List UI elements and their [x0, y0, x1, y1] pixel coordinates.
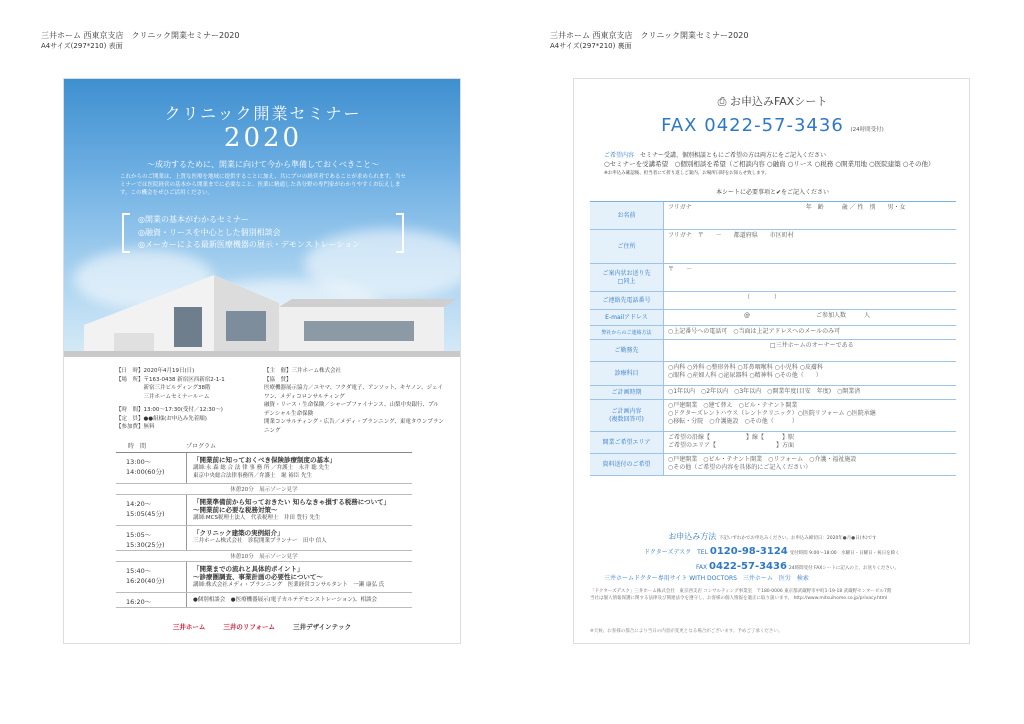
form-row-plan[interactable]: ご計画内容 (複数回答可) ○戸建開業 ○建て替え ○ビル・テナント開業 ○ドクターズレントハウス（レントクリニック）○医院リフォーム ○医院承継 ○移転・分院 ○介護施設 ○その他（ ） [590, 400, 956, 432]
left-caption-title: 三井ホーム 西東京支店 クリニック開業セミナー2020 [41, 31, 240, 40]
info-sponsor-medical: 医療機器展示協力／ユヤマ、フクダ電子、アンソット、キヤノン、ジェイワン、メディコロンサルティング [264, 385, 444, 400]
bracket-right [396, 213, 404, 253]
required-note: 本シートに必要事項と✔をご記入ください [715, 189, 830, 196]
form-row-specialty[interactable]: 診療科目 ○内科 ○外科 ○整形外科 ○耳鼻咽喉科 ○小児科 ○皮膚科 ○眼科 ○産婦人科 ○泌尿器科 ○精神科 ○その他（ ） [590, 362, 956, 386]
right-caption [550, 30, 748, 52]
form-row-mail-address[interactable]: ご案内状お送り先 □同上 〒 － [590, 264, 956, 292]
info-place: 【場 所】〒163-0438 新宿区西新宿2-1-1 [116, 376, 225, 383]
event-sponsors [264, 367, 444, 435]
wish-options[interactable]: ○セミナーを受講希望 ○個別相談を希望（ご相談内容 ○融資 ○リース ○税務 ○開業用地 ○医院建築 ○その他） [604, 160, 935, 168]
tel-number[interactable]: 0120-98-3124 [709, 546, 788, 557]
info-organizer: 【主 催】三井ホーム株式会社 [264, 368, 342, 374]
contact-info: ドクターズデスク TEL 0120-98-3124 受付時間 9:00～18:00 水曜日・日曜日・祝日を除く FAX 0422-57-3436 24時間受付 FAXシートに記入の上、お送りください。 [644, 546, 900, 572]
seminar-subtitle: ～成功するために、開業に向けて今から準備しておくべきこと～ [147, 160, 379, 169]
fax-number[interactable]: 0422-57-3436 [709, 561, 787, 572]
printer-icon: ⎙ [717, 95, 730, 108]
info-time: 【時 間】13:00～17:30(受付／12:30～) [116, 407, 223, 413]
seminar-title: クリニック開業セミナー [164, 104, 362, 123]
form-row-schedule[interactable]: ご計画時期 ○1年以内 ○2年以内 ○3年以内 ○開業年度(目安 年度) ○開業済 [590, 386, 956, 400]
logo-mitsui-designtec: 三井デザインテック [293, 623, 352, 631]
highlight-item: ◎融資・リースを中心とした個別相談会 [138, 227, 281, 237]
info-sponsor-finance: 融資・リース・生命保険／シャープファイナンス、山梨中央銀行、プルデンシャル生命保険 [264, 402, 439, 417]
program-row: 14:20～ 15:05(45分) 「開業準備前から知っておきたい 知らなきゃ損する税務について」 ～開業前に必要な税務対策～ 講師:MCS税理士法人 代表税理士 井田 豊行 先生 [116, 495, 412, 526]
fax-application-sheet [573, 78, 970, 644]
method-section: お申込み方法 下記いずれかでお申込みください。お申込み締切日：2020年●月●日(木)です [668, 532, 877, 541]
program-break: 休憩20分 展示ゾーン見学 [116, 484, 412, 495]
info-date: 【日 時】2020年4月19日(日) [116, 368, 195, 374]
info-sponsor-label: 【協 賛】 [264, 376, 292, 383]
program-row: 13:00～ 14:00(60分) 「開業前に知っておくべき保険診療制度の基本」 講師:永 森 総 合 法 律 事 務 所 ／弁護士 永井 聡 先生 東京中央総合法律事務所／弁護士 堀 裕臣 先生 [116, 453, 412, 484]
left-caption-size: A4サイズ(297*210) 表面 [41, 42, 123, 50]
highlight-item: ◎開業の基本がわかるセミナー [138, 215, 249, 224]
form-row-name[interactable]: お名前 フリガナ 年 齢 歳 ／ 性 別 男・女 [590, 202, 956, 230]
hero-banner [64, 79, 461, 357]
form-row-phone[interactable]: ご連絡先電話番号 （ ） [590, 292, 956, 310]
application-form-table [590, 201, 956, 476]
form-footnote: ※天候、お客様の都合により当日の内容が変更となる場合がございます。予めご了承ください。 [590, 629, 783, 634]
logo-mitsui-home: 三井ホーム [172, 623, 206, 631]
form-row-documents[interactable]: 資料送付のご希望 ○戸建開業 ○ビル・テナント開業 ○リフォーム ○介護・福祉施設 ○その他（ご希望の内容を具体的にご記入ください） [590, 454, 956, 476]
form-row-contact-method[interactable]: 弊社からのご連絡方法 ○上記番号への電話可 ○当面は上記アドレスへのメールのみ可 [590, 326, 956, 340]
form-row-email[interactable]: E-mailアドレス @ ご参加人数 人 [590, 310, 956, 326]
info-place-building: 新宿三井ビルディング38階 [116, 385, 211, 391]
seminar-highlights [138, 214, 360, 252]
doctor-site-link[interactable]: 三井ホームドクター専用サイト WITH DOCTORS 三井ホーム 医労 検索 [604, 575, 809, 582]
left-caption [41, 30, 239, 52]
right-caption-size: A4サイズ(297*210) 裏面 [550, 42, 632, 50]
form-title: ⎙ お申込みFAXシート [717, 95, 828, 108]
clinic-building-illustration [64, 255, 461, 357]
form-row-address[interactable]: ご住所 フリガナ 〒 － 都道府県 市区町村 [590, 230, 956, 264]
info-sponsor-consulting: 開業コンサルティング・広告／メディ・プランニング、東電タウンプランニング [264, 419, 444, 434]
event-info [116, 367, 225, 432]
fax-number-banner: FAX 0422-57-3436 (24時間受付) [661, 115, 884, 136]
program-table [116, 441, 412, 608]
form-footer: 「ドクターズデスク」三井ホーム株式会社 東京西支店 コンサルティング事業室 〒180-0006 東京都武蔵野市中町1-19-18 武蔵野センタービル7階 当社は個人情報保護に関する法律及び関連法令を遵守し、お客様の個人情報を適正に取り扱います。 http://www.mitsuihome.co.jp/privacy.html [590, 589, 892, 601]
seminar-intro: これからのご開業は、上質な医療を地域に提供することに加え、共にプロの経営者であることが求められます。当セミナーでは医院経営の基本から開業までに必要なこと、医業に精通した各分野の専門家がわかりやすくお伝えします。この機会をぜひご活用ください。 [120, 174, 406, 196]
flyer-front [63, 78, 461, 644]
info-fee: 【参加費】無料 [116, 424, 155, 430]
right-caption-title: 三井ホーム 西東京支店 クリニック開業セミナー2020 [550, 31, 749, 40]
program-row: 15:05～ 15:30(25分) 「クリニック建築の実例紹介」 三井ホーム株式会社 诊院開業プランナー 田中 信人 [116, 526, 412, 551]
info-capacity: 【定 員】●●組様(お申込み先着順) [116, 415, 207, 422]
program-header: 時 間 プログラム [116, 441, 412, 453]
wish-section: ご希望内容 セミナー受講、個別相談ともにご希望の方は両方にをご記入ください ○セミナーを受講希望 ○個別相談を希望（ご相談内容 ○融資 ○リース ○税務 ○開業用地 ○医院建築 ○その他） ※お申込み確認後、担当者にて折り返しご案内、お場所日時をお知らせ致します。 [604, 151, 944, 178]
form-row-area[interactable]: 開業ご希望エリア ご希望の沿線【 】線【 】駅 ご希望のエリア【 】方面 [590, 432, 956, 454]
company-logos [63, 622, 461, 631]
program-row: 16:20～ ●個別相談会 ●医療機器展示(電子カルテデモンストレーション)、相談会 [116, 593, 412, 608]
program-break: 休憩10分 展示ゾーン見学 [116, 551, 412, 562]
program-row: 15:40～ 16:20(40分) 「開業までの流れと具体的ポイント」 ～診療圏調査、事業計画の必要性について～ 講師:株式会社メディ・プランニング 医業経営コンサルタント 一瀬 康弘 氏 [116, 562, 412, 593]
form-row-workplace[interactable]: ご勤務先 □三井ホームのオーナーである [590, 340, 956, 362]
seminar-year: 2020 [223, 123, 303, 153]
bracket-left [122, 213, 130, 253]
logo-mitsui-reform: 三井のリフォーム [223, 623, 276, 631]
highlight-item: ◎メーカーによる最新医療機器の展示・デモンストレーション [138, 240, 361, 249]
info-place-room: 三井ホームセミナールーム [116, 393, 210, 400]
